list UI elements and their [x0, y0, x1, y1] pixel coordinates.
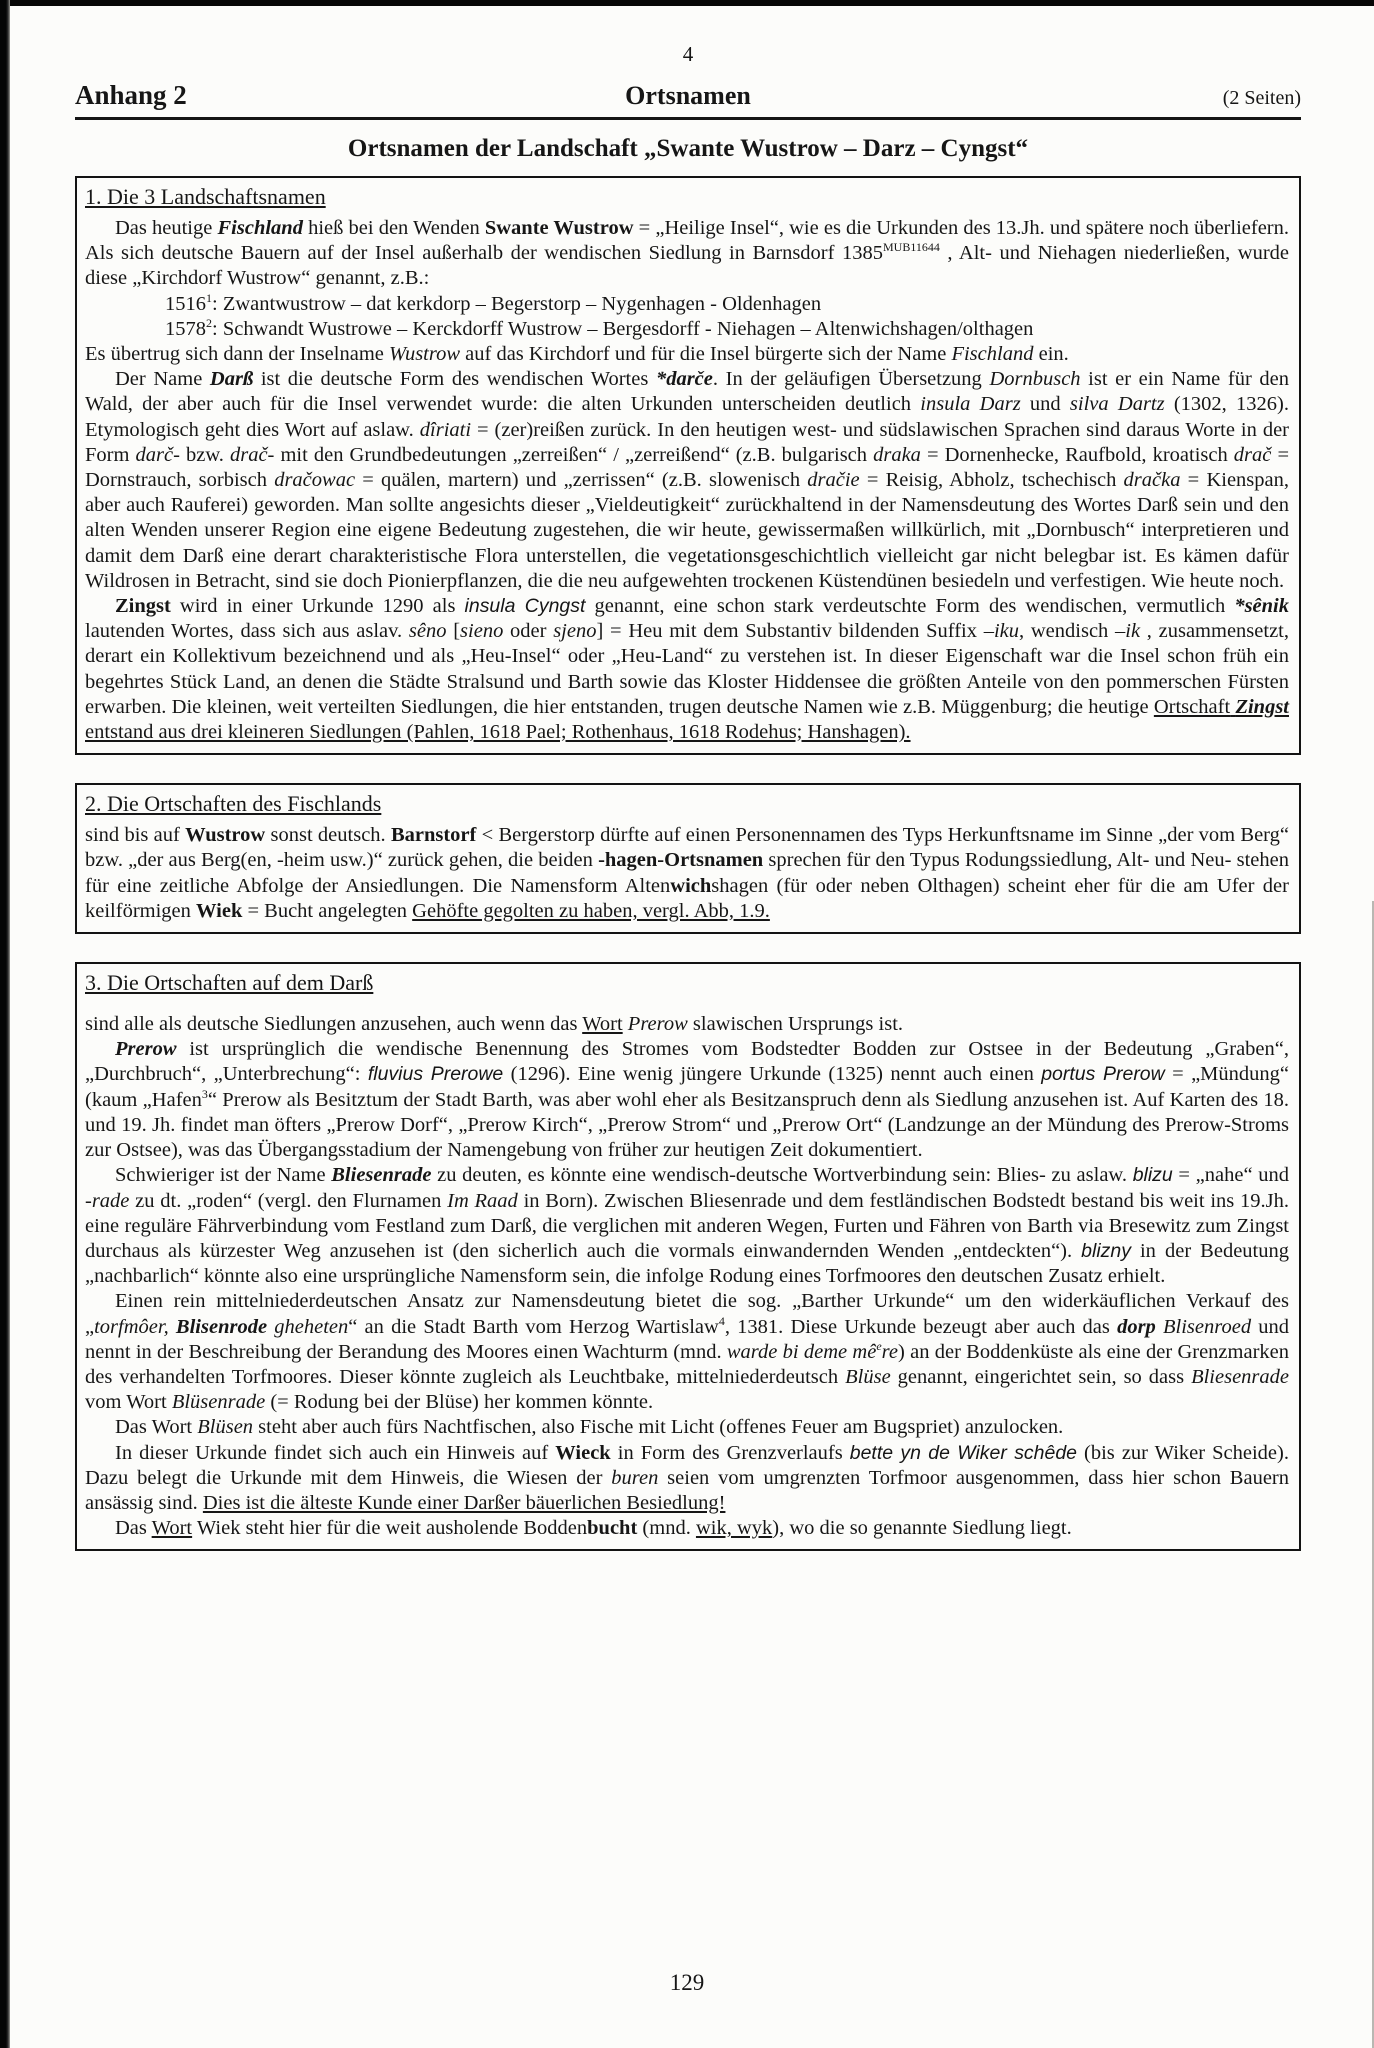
- year-line-1516: 1516$^1$: Zwantwustrow – dat kerkdorp – Begerstorp – Nygenhagen - Oldenhagen: [165, 290, 822, 315]
- paragraph-wieck: In dieser Urkunde findet sich auch ein Hinweis auf Wieck in Form des Grenzverlaufs bette yn de Wiker schêde (bis zur Wiker Scheide). Dazu belegt die Urkunde mit dem Hinweis, die Wiesen der buren seien vom umgrenzten Torfmoor ausgenommen, dass hier schon Bauern ansässig sind. Dies ist die älteste Kunde einer Darßer bäuerlichen Besiedlung!: [85, 1441, 1289, 1514]
- paragraph-prerow: Prerow ist ursprünglich die wendische Benennung des Stromes vom Bodstedter Bodden zur Ostsee in der Bedeutung „Graben“, „Durchbruch“, „Unterbrechung“: fluvius Prerowe (1296). Eine wenig jüngere Urkunde (1325) nennt auch einen portus Prerow = „Mündung“ (kaum „Hafen$^3$“ Prerow als Besitztum der Stadt Barth, was aber wohl eher als Besitzanspruch denn als Siedlung anzusehen ist. Auf Karten des 18. und 19. Jh. findet man öfters „Prerow Dorf“, „Prerow Kirch“, „Prerow Strom“ und „Prerow Ort“ (Landzunge an der Mündung des Prerow-Stroms zur Ostsee), was das Übergangsstadium der Namengebung von früher zur heutigen Zeit dokumentiert.: [85, 1038, 1289, 1162]
- year-line-1578: 1578$^2$: Schwandt Wustrowe – Kerckdorff Wustrow – Bergesdorff - Niehagen – Altenwichshagen/olthagen: [165, 315, 1034, 340]
- header-pages-note: (2 Seiten): [1222, 87, 1301, 109]
- section-3-heading: 3. Die Ortschaften auf dem Darß: [85, 970, 374, 996]
- paragraph-bliesenrade: Schwieriger ist der Name Bliesenrade zu deuten, es könnte eine wendisch-deutsche Wortverbindung sein: Blies- zu aslaw. blizu = „nahe“ und -rade zu dt. „roden“ (vergl. den Flurnamen Im Raad in Born). Zwischen Bliesenrade und dem festländischen Bodstedt bestand bis weit ins 19.Jh. eine reguläre Fährverbindung vom Festland zum Darß, die verglichen mit anderen Wegen, Furten und Fähren von Barth via Bresewitz zum Zingst durchaus als kürzester Weg anzusehen ist (den sicherlich auch die vormals einwandernden Wenden „entdeckten“). blizny in der Bedeutung „nachbarlich“ könnte also eine ursprüngliche Namensform sein, die infolge Rodung eines Torfmoores den deutschen Zusatz erhielt.: [85, 1164, 1289, 1288]
- paragraph-barther-urkunde: Einen rein mittelniederdeutschen Ansatz zur Namensdeutung bietet die sog. „Barther Urkunde“ um den widerkäuflichen Verkauf des „torfmôer, Blisenrode gheheten“ an die Stadt Barth vom Herzog Wartislaw$^4$, 1381. Diese Urkunde bezeugt aber auch das dorp Blisenroed und nennt in der Beschreibung der Berandung des Moores einen Wachturm (mnd. warde bi deme $mê^ere$) an der Boddenküste als eine der Grenzmarken des verhandelten Torfmoores. Dieser könnte zugleich als Leuchtbake, mittelniederdeutsch Blüse genannt, eingerichtet sein, so dass Bliesenrade vom Wort Blüsenrade (= Rodung bei der Blüse) her kommen könnte.: [85, 1290, 1290, 1414]
- paragraph-fischland-intro: Das heutige Fischland hieß bei den Wenden Swante Wustrow = „Heilige Insel“, wie es die Urkunden des 13.Jh. und spätere noch überliefern. Als sich deutsche Bauern auf der Insel außerhalb der wendischen Siedlung in Barnsdorf $1385^{MUB11644}$ , Alt- und Niehagen niederließen, wurde diese „Kirchdorf Wustrow“ genannt, z.B.:: [85, 217, 1290, 290]
- scan-edge-left: [0, 0, 10, 2048]
- header-rule: [75, 117, 1301, 120]
- header-running-title: Ortsnamen: [625, 81, 751, 110]
- section-3-ortschaften-darss: [75, 962, 1301, 1551]
- paragraph-bluesen: Das Wort Blüsen steht aber auch fürs Nachtfischen, also Fische mit Licht (offenes Feuer am Bugspriet) anzulocken.: [115, 1416, 1064, 1439]
- section-2-ortschaften-fischland: [75, 783, 1301, 934]
- document-title: Ortsnamen der Landschaft „Swante Wustrow – Darz – Cyngst“: [347, 135, 1029, 162]
- section-2-heading: 2. Die Ortschaften des Fischlands: [85, 791, 382, 817]
- scan-edge-top: [0, 0, 1374, 6]
- section-1-heading: 1. Die 3 Landschaftsnamen: [85, 184, 326, 209]
- paragraph-darss-intro: sind alle als deutsche Siedlungen anzusehen, auch wenn das Wort Prerow slawischen Ursprungs ist.: [85, 1013, 904, 1036]
- paragraph-inselname: Es übertrug sich dann der Inselname Wustrow auf das Kirchdorf und für die Insel bürgerte sich der Name Fischland ein.: [85, 343, 1069, 366]
- page-content: [75, 42, 1301, 1551]
- document-header: [75, 80, 1301, 111]
- paragraph-fischland-orte: sind bis auf Wustrow sonst deutsch. Barnstorf < Bergerstorp dürfte auf einen Personennamen des Typs Herkunftsname im Sinne „der vom Berg“ bzw. „der aus Berg(en, -heim usw.)“ zurück gehen, die beiden -hagen-Ortsnamen sprechen für den Typus Rodungssiedlung, Alt- und Neu- stehen für eine zeitliche Abfolge der Ansiedlungen. Die Namensform Altenwichshagen (für oder neben Olthagen) scheint eher für die am Ufer der keilförmigen Wiek = Bucht angelegten Gehöfte gegolten zu haben, vergl. Abb, 1.9.: [85, 824, 1289, 922]
- paragraph-zingst-name: Zingst wird in einer Urkunde 1290 als insula Cyngst genannt, eine schon stark verdeutschte Form des wendischen, vermutlich *sênik lautenden Wortes, dass sich aus aslav. sêno [sieno oder sjeno] = Heu mit dem Substantiv bildenden Suffix –iku, wendisch –ik , zusammensetzt, derart ein Kollektivum bezeichnend und als „Heu-Insel“ oder „Heu-Land“ zu verstehen ist. In dieser Eigenschaft war die Insel schon früh ein begehrtes Stück Land, an denen die Städte Stralsund und Barth sowie das Kloster Hiddensee die größten Anteile von den pommerschen Fürsten erwarben. Die kleinen, weit verteilten Siedlungen, die hier entstanden, trugen deutsche Namen wie z.B. Müggenburg; die heutige Ortschaft Zingst entstand aus drei kleineren Siedlungen (Pahlen, 1618 Pael; Rothenhaus, 1618 Rodehus; Hanshagen).: [85, 595, 1290, 744]
- paragraph-darss-name: Der Name Darß ist die deutsche Form des wendischen Wortes *darče. In der geläufigen Übersetzung Dornbusch ist er ein Name für den Wald, der aber auch für die Insel verwendet wurde: die alten Urkunden unterscheiden deutlich insula Darz und silva Dartz (1302, 1326). Etymologisch geht dies Wort auf aslaw. dîriati = (zer)reißen zurück. In den heutigen west- und südslawischen Sprachen sind daraus Worte in der Form darč- bzw. drač- mit den Grundbedeutungen „zerreißen“ / „zerreißend“ (z.B. bulgarisch draka = Dornenhecke, Raufbold, kroatisch drač = Dornstrauch, sorbisch dračowac = quälen, martern) und „zerrissen“ (z.B. slowenisch dračie = Reisig, Abholz, tschechisch dračka = Kienspan, aber auch Rauferei) geworden. Man sollte angesichts dieser „Vieldeutigkeit“ zurückhaltend in der Namensdeutung des Wortes Darß sein und den alten Wenden unserer Region eine eigene Bedeutung zugestehen, die wir heute, gewissermaßen willkürlich, mit „Dornbusch“ interpretieren und damit dem Darß eine derart charakteristische Flora unterstellen, die vegetationsgeschichtlich vielleicht gar nicht belegbar ist. Es kämen dafür Wildrosen in Betracht, sind sie doch Pionierpflanzen, die die neu aufgewehten trockenen Küstendünen besiedeln und verfestigen. Wie heute noch.: [85, 368, 1290, 592]
- header-appendix-label: Anhang 2: [75, 80, 187, 110]
- section-1-landschaftsnamen: [75, 176, 1301, 755]
- paragraph-wiek-bucht: Das Wort Wiek steht hier für die weit ausholende Boddenbucht (mnd. wik, wyk), wo die so genannte Siedlung liegt.: [115, 1517, 1072, 1540]
- page-number-top: 4: [682, 42, 694, 66]
- page-number-bottom: 129: [669, 1970, 705, 1995]
